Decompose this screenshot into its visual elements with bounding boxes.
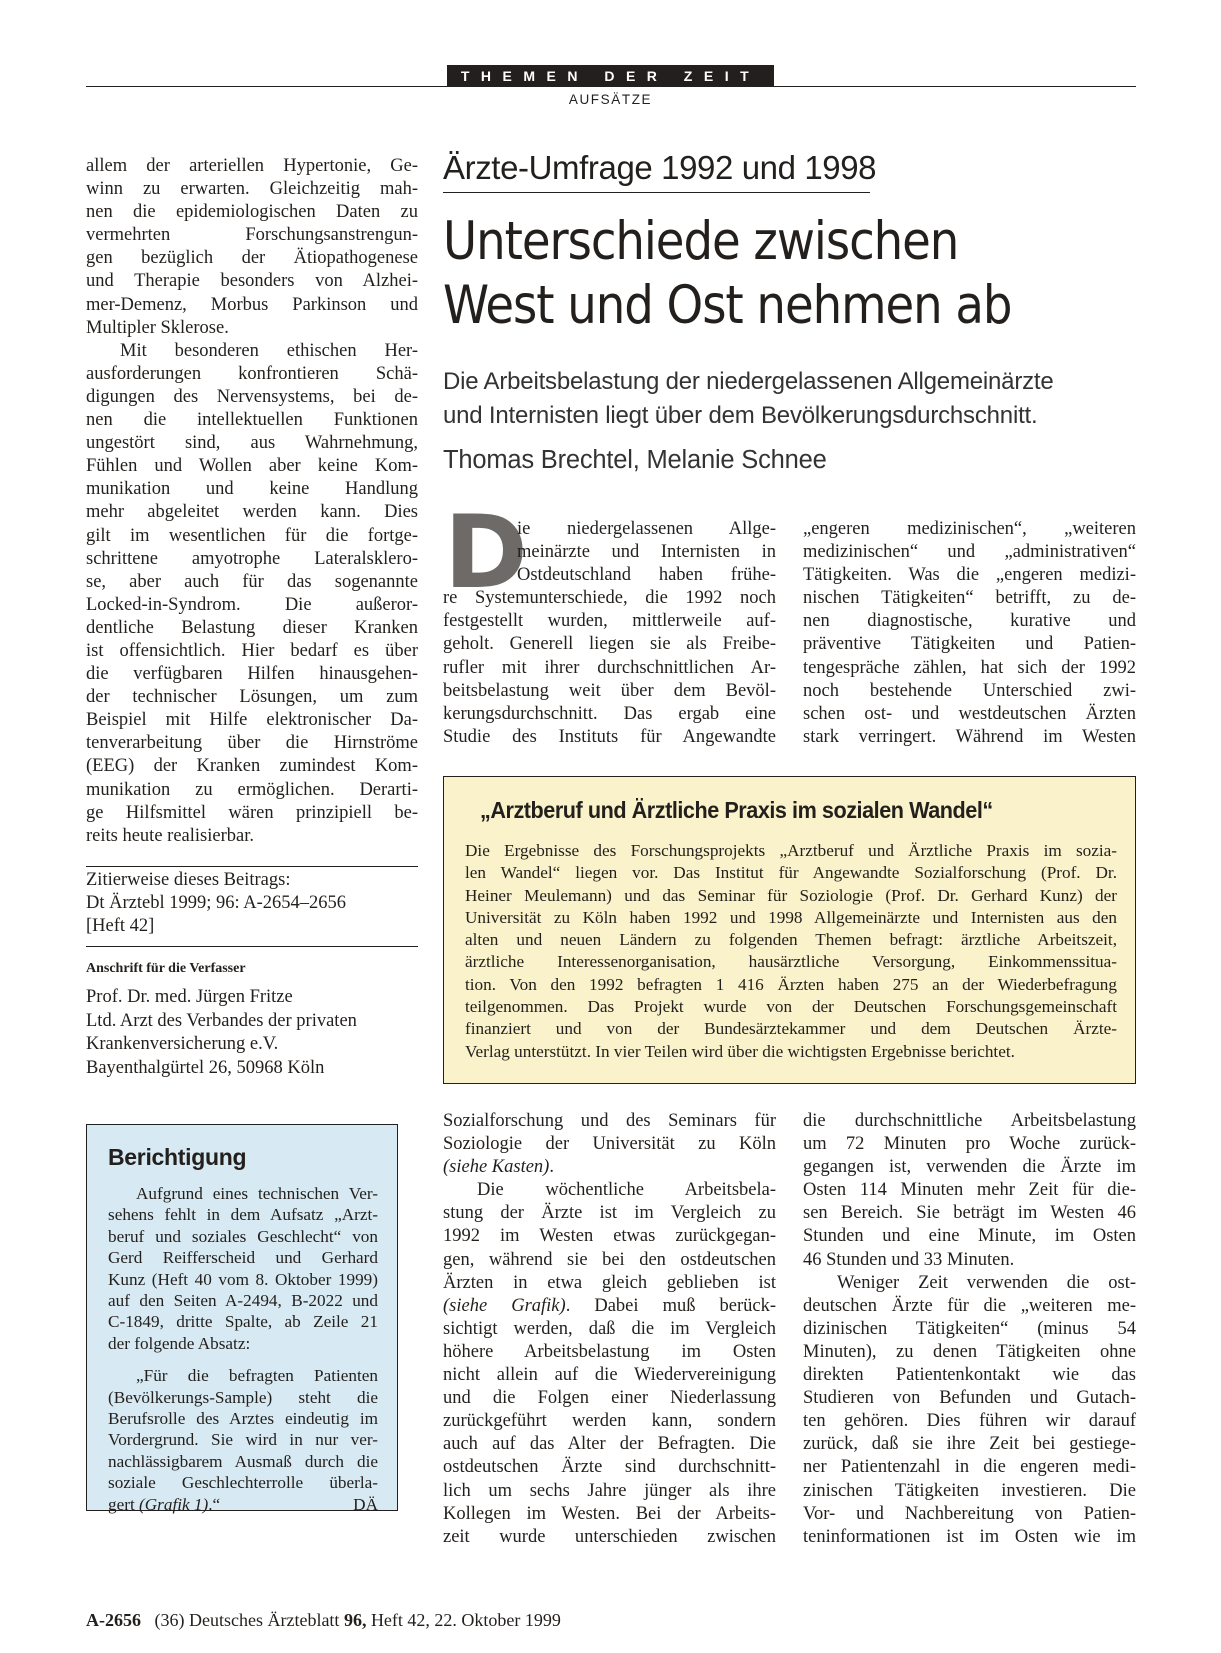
text-line: Soziologie der Universität zu Köln: [443, 1134, 776, 1155]
text-line: und die Folgen einer Niederlassung: [443, 1388, 776, 1409]
text-line: stung der Ärzte ist im Vergleich zu: [443, 1203, 776, 1224]
text-line: rufler mit ihrer durchschnittlichen Ar-: [443, 657, 776, 678]
text-line: Kollegen im Westen. Bei der Arbeits-: [443, 1503, 776, 1524]
text-line: Studieren von Befunden und Gutach-: [803, 1388, 1136, 1409]
text-line: festgestellt wurden, mittlerweile auf-: [443, 611, 776, 632]
text-line: Gerd Reifferscheid und Gerhard: [108, 1248, 378, 1268]
text-line: sen Bereich. Sie beträgt im Westen 46: [803, 1203, 1136, 1224]
text-line: sehens fehlt in dem Aufsatz „Arzt-: [108, 1205, 378, 1225]
box-reference: (siehe Kasten): [443, 1157, 550, 1178]
text-line: teilgenommen. Das Projekt wurde von der Deutschen Forschungsgemeinschaft: [465, 997, 1117, 1017]
citation-issue: [Heft 42]: [86, 916, 155, 936]
text-line: ten gehören. Dies führen wir darauf: [803, 1411, 1136, 1432]
text-line: höhere Arbeitsbelastung im Osten: [443, 1341, 776, 1362]
address-rule: [86, 946, 418, 947]
text-line: C-1849, dritte Spalte, ab Zeile 21: [108, 1312, 378, 1332]
text-line: dizinischen Tätigkeiten“ (minus 54: [803, 1318, 1136, 1339]
text-line: gen bezüglich der Ätiopathogenese: [86, 248, 418, 269]
text-line: Fühlen und Wollen aber keine Kom-: [86, 456, 418, 477]
text-line: lich um sechs Jahre jünger als ihre: [443, 1480, 776, 1501]
text-line: präventive Tätigkeiten und Patien-: [803, 634, 1136, 655]
signature: DÄ: [353, 1494, 378, 1514]
text-line: gilt im wesentlichen für die fortge-: [86, 525, 418, 546]
left-column: [86, 155, 418, 848]
text-line: (EEG) der Kranken zumindest Kom-: [86, 756, 418, 777]
text-line: vermehrten Forschungsanstrengun-: [86, 225, 418, 246]
text-line: Verlag unterstützt. In vier Teilen wird über die wichtigsten Ergebnisse berichtet.: [465, 1041, 1015, 1061]
kicker: Ärzte-Umfrage 1992 und 1998: [443, 149, 877, 186]
text-line: beruf und soziales Geschlecht“ von: [108, 1226, 378, 1246]
text-line: allem der arteriellen Hypertonie, Ge-: [86, 156, 418, 176]
text-line: ie niedergelassenen Allge-: [517, 519, 776, 539]
text-line: ärztliche Interessenorganisation, hausärztliche Versorgung, Einkommenssitua-: [465, 952, 1117, 972]
text-line: schrittene amyotrophe Lateralsklero-: [86, 548, 418, 569]
text-line: ausforderungen konfrontieren Schä-: [86, 363, 418, 384]
text-line: „Für die befragten Patienten: [136, 1366, 378, 1386]
text-fragment: gert: [108, 1494, 140, 1514]
text-line: meinärzte und Internisten in: [517, 542, 776, 563]
text-line: nen die intellektuellen Funktionen: [86, 410, 418, 431]
text-line: Multipler Sklerose.: [86, 317, 229, 338]
text-fragment: .: [549, 1157, 554, 1178]
text-line: der technischer Lösungen, um zum: [86, 687, 418, 708]
text-line: die durchschnittliche Arbeitsbelastung: [803, 1111, 1136, 1131]
text-line: Kunz (Heft 40 vom 8. Oktober 1999): [108, 1269, 378, 1289]
body-column-lower-right: [803, 1110, 1136, 1549]
kicker-rule: [443, 192, 870, 193]
text-line: Locked-in-Syndrom. Die außeror-: [86, 594, 418, 615]
text-line: [443, 1295, 776, 1318]
subsection-label: AUFSÄTZE: [568, 92, 653, 107]
text-line: Berufsrolle des Arztes eindeutig im: [108, 1409, 378, 1429]
text-line: um 72 Minuten pro Woche zurück-: [803, 1134, 1136, 1155]
text-line: teninformationen ist im Osten wie im: [803, 1526, 1136, 1547]
correction-title: Berichtigung: [108, 1144, 247, 1170]
volume-number: 96,: [343, 1610, 367, 1630]
byline: Thomas Brechtel, Melanie Schnee: [443, 446, 827, 474]
text-line: ist offensichtlich. Hier bedarf es über: [86, 640, 418, 661]
subhead-line: Die Arbeitsbelastung der niedergelassenen Allgemeinärzte: [443, 368, 1054, 395]
headline-line: West und Ost nehmen ab: [443, 275, 1012, 336]
text-line: Ärzten in etwa gleich geblieben ist: [443, 1272, 776, 1293]
address-line: Krankenversicherung e.V.: [86, 1034, 279, 1054]
text-line: zurück, daß sie ihre Zeit bei gestiege-: [803, 1434, 1136, 1455]
address-line: Ltd. Arzt des Verbandes der privaten: [86, 1010, 357, 1031]
text-line: Die wöchentliche Arbeitsbela-: [477, 1180, 776, 1201]
text-line: Stunden und eine Minute, im Osten: [803, 1226, 1136, 1247]
text-line: nachlässigbarem Ausmaß durch die: [108, 1451, 378, 1471]
text-line: stark verringert. Während im Westen: [803, 726, 1136, 747]
text-line: kerungsdurchschnitt. Das ergab eine: [443, 703, 776, 724]
text-line: Sozialforschung und des Seminars für: [443, 1111, 776, 1131]
text-line: auch auf das Alter der Befragten. Die: [443, 1434, 776, 1455]
text-line: Studie des Instituts für Angewandte: [443, 726, 776, 747]
text-line: [108, 1494, 378, 1515]
text-line: soziale Geschlechterrolle überla-: [108, 1473, 378, 1493]
text-line: tengespräche zählen, hat sich der 1992: [803, 657, 1136, 678]
subhead-line: und Internisten liegt über dem Bevölkerungsdurchschnitt.: [443, 402, 1038, 429]
text-line: nischen Tätigkeiten“ betrifft, zu de-: [803, 588, 1136, 609]
text-line: 46 Stunden und 33 Minuten.: [803, 1249, 1015, 1270]
text-line: finanziert und von der Bundesärztekammer und dem Deutschen Ärzte-: [465, 1019, 1117, 1039]
text-fragment: . Dabei muß berück-: [565, 1295, 776, 1316]
body-column-upper-mid: [443, 518, 776, 749]
text-line: len Wandel“ liegen vor. Das Institut für Angewandte Sozialforschung (Prof. Dr.: [465, 863, 1117, 883]
figure-reference: (siehe Grafik): [443, 1295, 566, 1316]
address-line: Prof. Dr. med. Jürgen Fritze: [86, 987, 293, 1007]
text-line: Mit besonderen ethischen Her-: [120, 340, 418, 361]
address-heading: Anschrift für die Verfasser: [86, 961, 246, 976]
text-line: Universität zu Köln haben 1992 und 1998 Allgemeinärzte und Internisten aus den: [465, 907, 1117, 927]
page-number: A-2656: [86, 1610, 141, 1630]
citation-rule: [86, 866, 418, 867]
figure-reference: (Grafik 1): [139, 1494, 209, 1514]
text-line: Osten 114 Minuten mehr Zeit für die-: [803, 1180, 1136, 1201]
text-line: schen ost- und westdeutschen Ärzten: [803, 703, 1136, 724]
text-line: und Therapie besonders von Alzhei-: [86, 271, 418, 292]
text-line: Vordergrund. Sie wird in nur ver-: [108, 1430, 378, 1450]
citation: [86, 869, 418, 938]
text-line: alten und neuen Ländern zu folgenden Themen befragt: ärztliche Arbeitszeit,: [465, 930, 1117, 950]
text-line: dentliche Belastung dieser Kranken: [86, 617, 418, 638]
text-line: tion. Von den 1992 befragten 1 416 Ärzten haben 275 an der Wiederbefragung: [465, 974, 1117, 994]
text-line: ge Hilfsmittel wären prinzipiell be-: [86, 802, 418, 823]
text-line: „engeren medizinischen“, „weiteren: [803, 519, 1136, 539]
text-line: nicht allein auf die Wiedervereinigung: [443, 1365, 776, 1386]
text-line: noch bestehende Unterschied zwi-: [803, 680, 1136, 701]
text-line: [443, 1156, 776, 1179]
info-box-title: „Arztberuf und Ärztliche Praxis im sozialen Wandel“: [480, 797, 993, 823]
text-line: beitsbelastung weit über dem Bevöl-: [443, 680, 776, 701]
text-line: ostdeutschen Ärzte sind durchschnitt-: [443, 1457, 776, 1478]
text-line: Aufgrund eines technischen Ver-: [136, 1184, 378, 1203]
text-line: Weniger Zeit verwenden die ost-: [837, 1272, 1136, 1293]
info-box-body: [465, 840, 1117, 1063]
text-line: reits heute realisierbar.: [86, 825, 254, 846]
text-fragment: .“: [208, 1494, 221, 1514]
text-line: ungestört sind, aus Wahrnehmung,: [86, 433, 418, 454]
text-line: die verfügbaren Hilfen hinausgehen-: [86, 664, 418, 685]
text-line: gegangen ist, verwenden die Ärzte im: [803, 1157, 1136, 1178]
text-line: nen diagnostische, kurative und: [803, 611, 1136, 632]
text-line: tenverarbeitung über die Hirnströme: [86, 733, 418, 754]
drop-cap: D: [444, 493, 524, 611]
text-line: auf den Seiten A-2494, B-2022 und: [108, 1291, 378, 1311]
text-line: geholt. Generell liegen sie als Freibe-: [443, 634, 776, 655]
text-line: 1992 im Westen etwas zurückgegan-: [443, 1226, 776, 1247]
text-line: digungen des Nervensystems, bei de-: [86, 386, 418, 407]
citation-reference: Dt Ärztebl 1999; 96: A-2654–2656: [86, 893, 347, 913]
author-address: [86, 986, 418, 1080]
text-line: zeit wurde unterschieden zwischen: [443, 1526, 776, 1547]
address-line: Bayenthalgürtel 26, 50968 Köln: [86, 1057, 325, 1078]
headline-line: Unterschiede zwischen: [443, 211, 959, 272]
issue-date: Heft 42, 22. Oktober 1999: [370, 1610, 561, 1630]
text-line: mer-Demenz, Morbus Parkinson und: [86, 294, 418, 315]
text-line: nen die epidemiologischen Daten zu: [86, 202, 418, 223]
text-line: deutschen Ärzte für die „weiteren me-: [803, 1295, 1136, 1316]
text-line: der folgende Absatz:: [108, 1333, 251, 1353]
text-line: Vor- und Nachbereitung von Patien-: [803, 1503, 1136, 1524]
text-line: Minuten), zu denen Tätigkeiten ohne: [803, 1341, 1136, 1362]
text-line: ner Patientenzahl in die engeren medi-: [803, 1457, 1136, 1478]
text-line: winn zu erwarten. Gleichzeitig mah-: [86, 179, 418, 200]
text-line: re Systemunterschiede, die 1992 noch: [443, 588, 776, 609]
body-column-lower-mid: [443, 1110, 776, 1549]
text-line: Beispiel mit Hilfe elektronischer Da-: [86, 710, 418, 731]
section-label: THEMEN DER ZEIT: [447, 65, 774, 87]
text-line: mehr abgeleitet werden kann. Dies: [86, 502, 418, 523]
text-line: Die Ergebnisse des Forschungsprojekts „Arztberuf und Ärztliche Praxis im sozia-: [465, 841, 1117, 860]
text-line: (Bevölkerungs-Sample) steht die: [108, 1387, 378, 1407]
journal-name: (36) Deutsches Ärzteblatt: [154, 1610, 340, 1630]
text-line: direkten Patientenkontakt wie das: [803, 1365, 1136, 1386]
text-line: Ostdeutschland haben frühe-: [517, 565, 776, 586]
body-column-upper-right: [803, 518, 1136, 749]
text-line: sichtigt werden, daß die im Vergleich: [443, 1318, 776, 1339]
text-line: munikation und keine Handlung: [86, 479, 418, 500]
text-line: zurückgeführt werden kann, sondern: [443, 1411, 776, 1432]
text-line: munikation zu ermöglichen. Derarti-: [86, 779, 418, 800]
subheadline: [443, 365, 1143, 433]
text-line: gen, während sie bei den ostdeutschen: [443, 1249, 776, 1270]
text-line: Heiner Meulemann) und das Seminar für Soziologie (Prof. Dr. Gerhard Kunz) der: [465, 885, 1117, 905]
text-line: se, aber auch für das sogenannte: [86, 571, 418, 592]
citation-label: Zitierweise dieses Beitrags:: [86, 870, 291, 890]
headline: [443, 210, 1077, 338]
text-line: Tätigkeiten. Was die „engeren medizi-: [803, 565, 1136, 586]
correction-body: [108, 1183, 378, 1515]
text-line: medizinischen“ und „administrativen“: [803, 542, 1136, 563]
text-line: zinischen Tätigkeiten investieren. Die: [803, 1480, 1136, 1501]
page-footer: [86, 1610, 561, 1631]
